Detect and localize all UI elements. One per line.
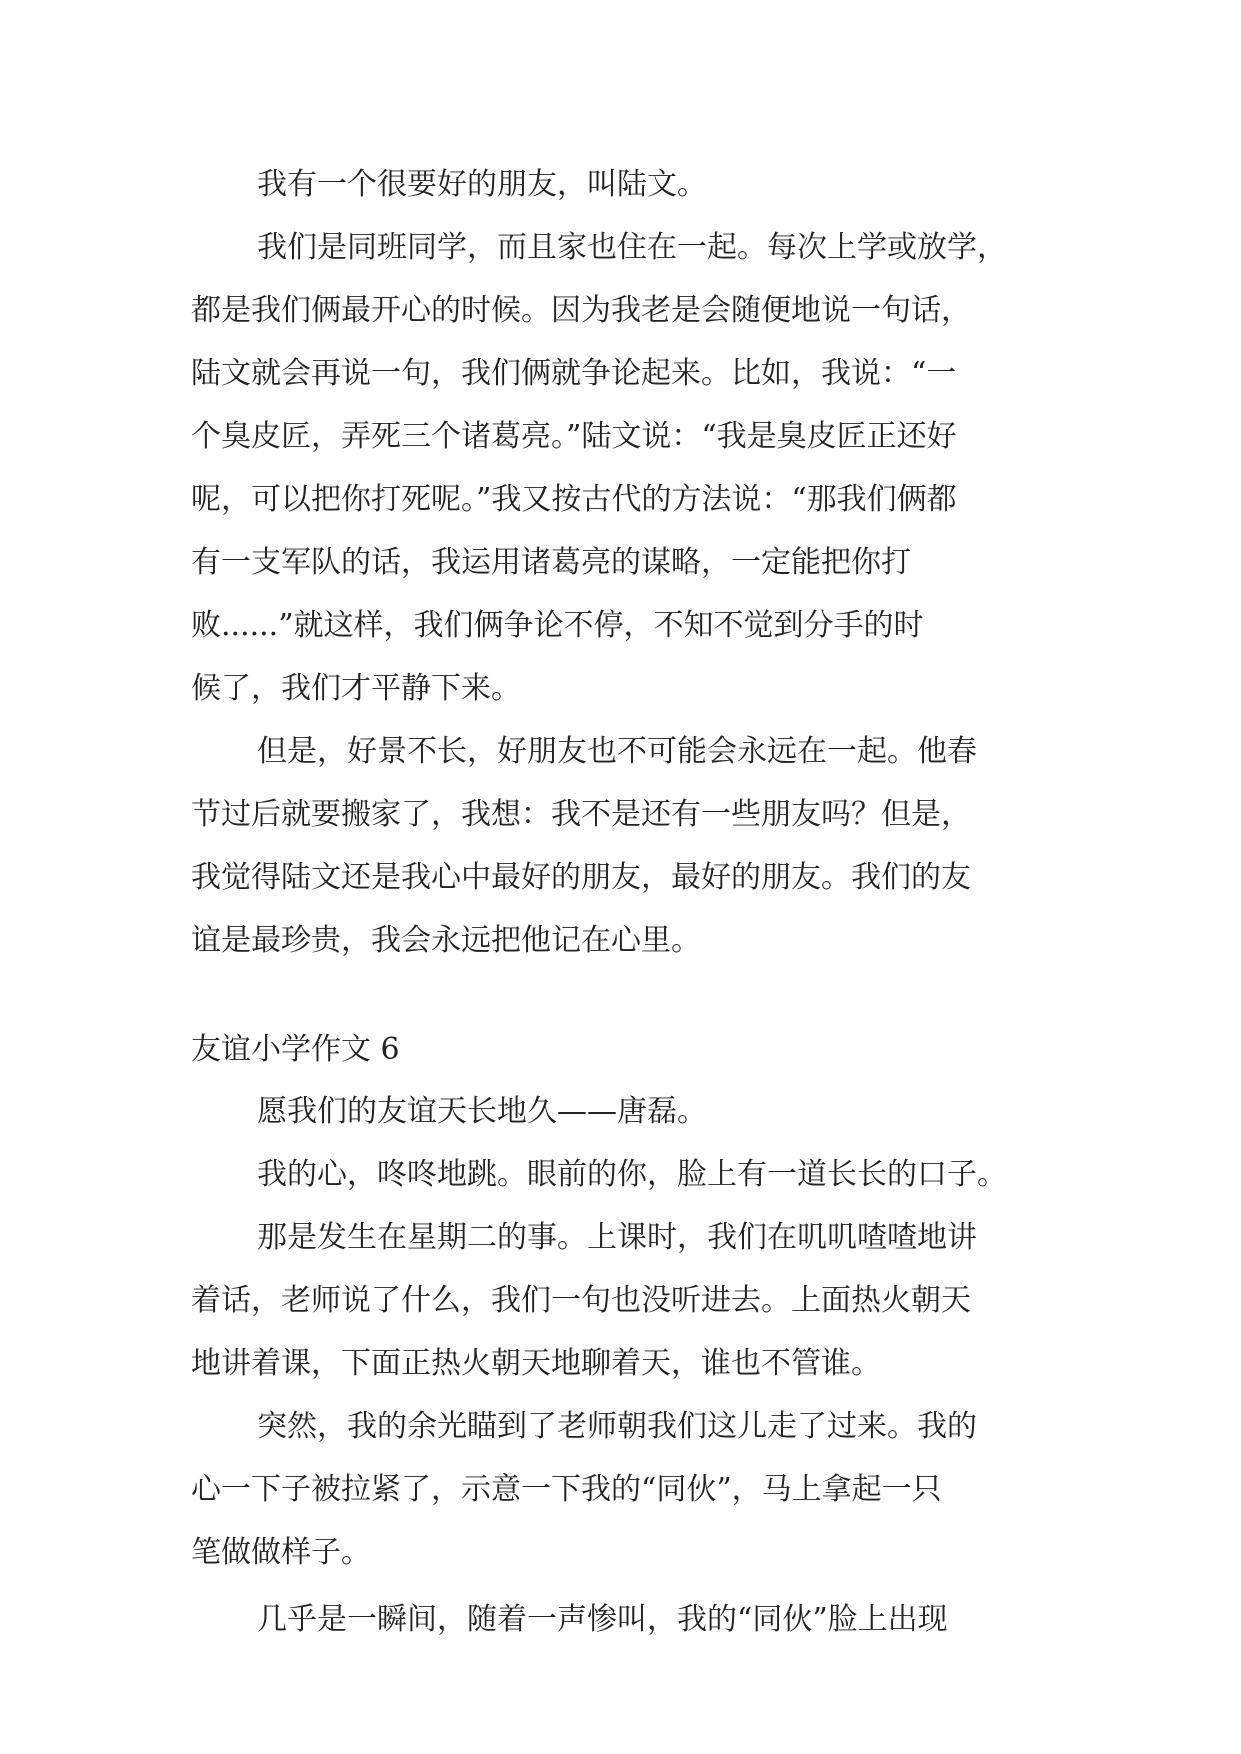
section-heading: 友谊小学作文 6 [191, 1032, 400, 1067]
paragraph-line: 都是我们俩最开心的时候。因为我老是会随便地说一句话， [191, 293, 971, 328]
paragraph-line: 笔做做样子。 [191, 1535, 371, 1570]
paragraph-line: 陆文就会再说一句，我们俩就争论起来。比如，我说：“一 [191, 356, 957, 391]
paragraph-line: 个臭皮匠，弄死三个诸葛亮。”陆文说：“我是臭皮匠正还好 [191, 419, 957, 454]
paragraph-line: 几乎是一瞬间，随着一声惨叫，我的“同伙”脸上出现 [257, 1602, 948, 1637]
paragraph-line: 节过后就要搬家了，我想：我不是还有一些朋友吗？但是， [191, 797, 971, 832]
paragraph-line: 我有一个很要好的朋友，叫陆文。 [257, 167, 707, 202]
paragraph-line: 突然，我的余光瞄到了老师朝我们这儿走了过来。我的 [257, 1409, 977, 1444]
paragraph-line: 但是，好景不长，好朋友也不可能会永远在一起。他春 [257, 734, 977, 769]
paragraph-line: 候了，我们才平静下来。 [191, 671, 521, 706]
paragraph-line: 心一下子被拉紧了，示意一下我的“同伙”，马上拿起一只 [191, 1472, 942, 1507]
paragraph-line: 我觉得陆文还是我心中最好的朋友，最好的朋友。我们的友 [191, 860, 971, 895]
paragraph-line: 那是发生在星期二的事。上课时，我们在叽叽喳喳地讲 [257, 1220, 977, 1255]
paragraph-line: 我们是同班同学，而且家也住在一起。每次上学或放学， [257, 230, 1007, 265]
paragraph-line: 呢，可以把你打死呢。”我又按古代的方法说：“那我们俩都 [191, 482, 957, 517]
paragraph-line: 败......”就这样，我们俩争论不停，不知不觉到分手的时 [191, 608, 924, 643]
paragraph-line: 愿我们的友谊天长地久——唐磊。 [257, 1094, 707, 1129]
paragraph-line: 有一支军队的话，我运用诸葛亮的谋略，一定能把你打 [191, 545, 911, 580]
paragraph-line: 我的心，咚咚地跳。眼前的你，脸上有一道长长的口子。 [257, 1157, 1007, 1192]
paragraph-line: 着话，老师说了什么，我们一句也没听进去。上面热火朝天 [191, 1283, 971, 1318]
paragraph-line: 地讲着课，下面正热火朝天地聊着天，谁也不管谁。 [191, 1346, 881, 1381]
paragraph-line: 谊是最珍贵，我会永远把他记在心里。 [191, 923, 701, 958]
